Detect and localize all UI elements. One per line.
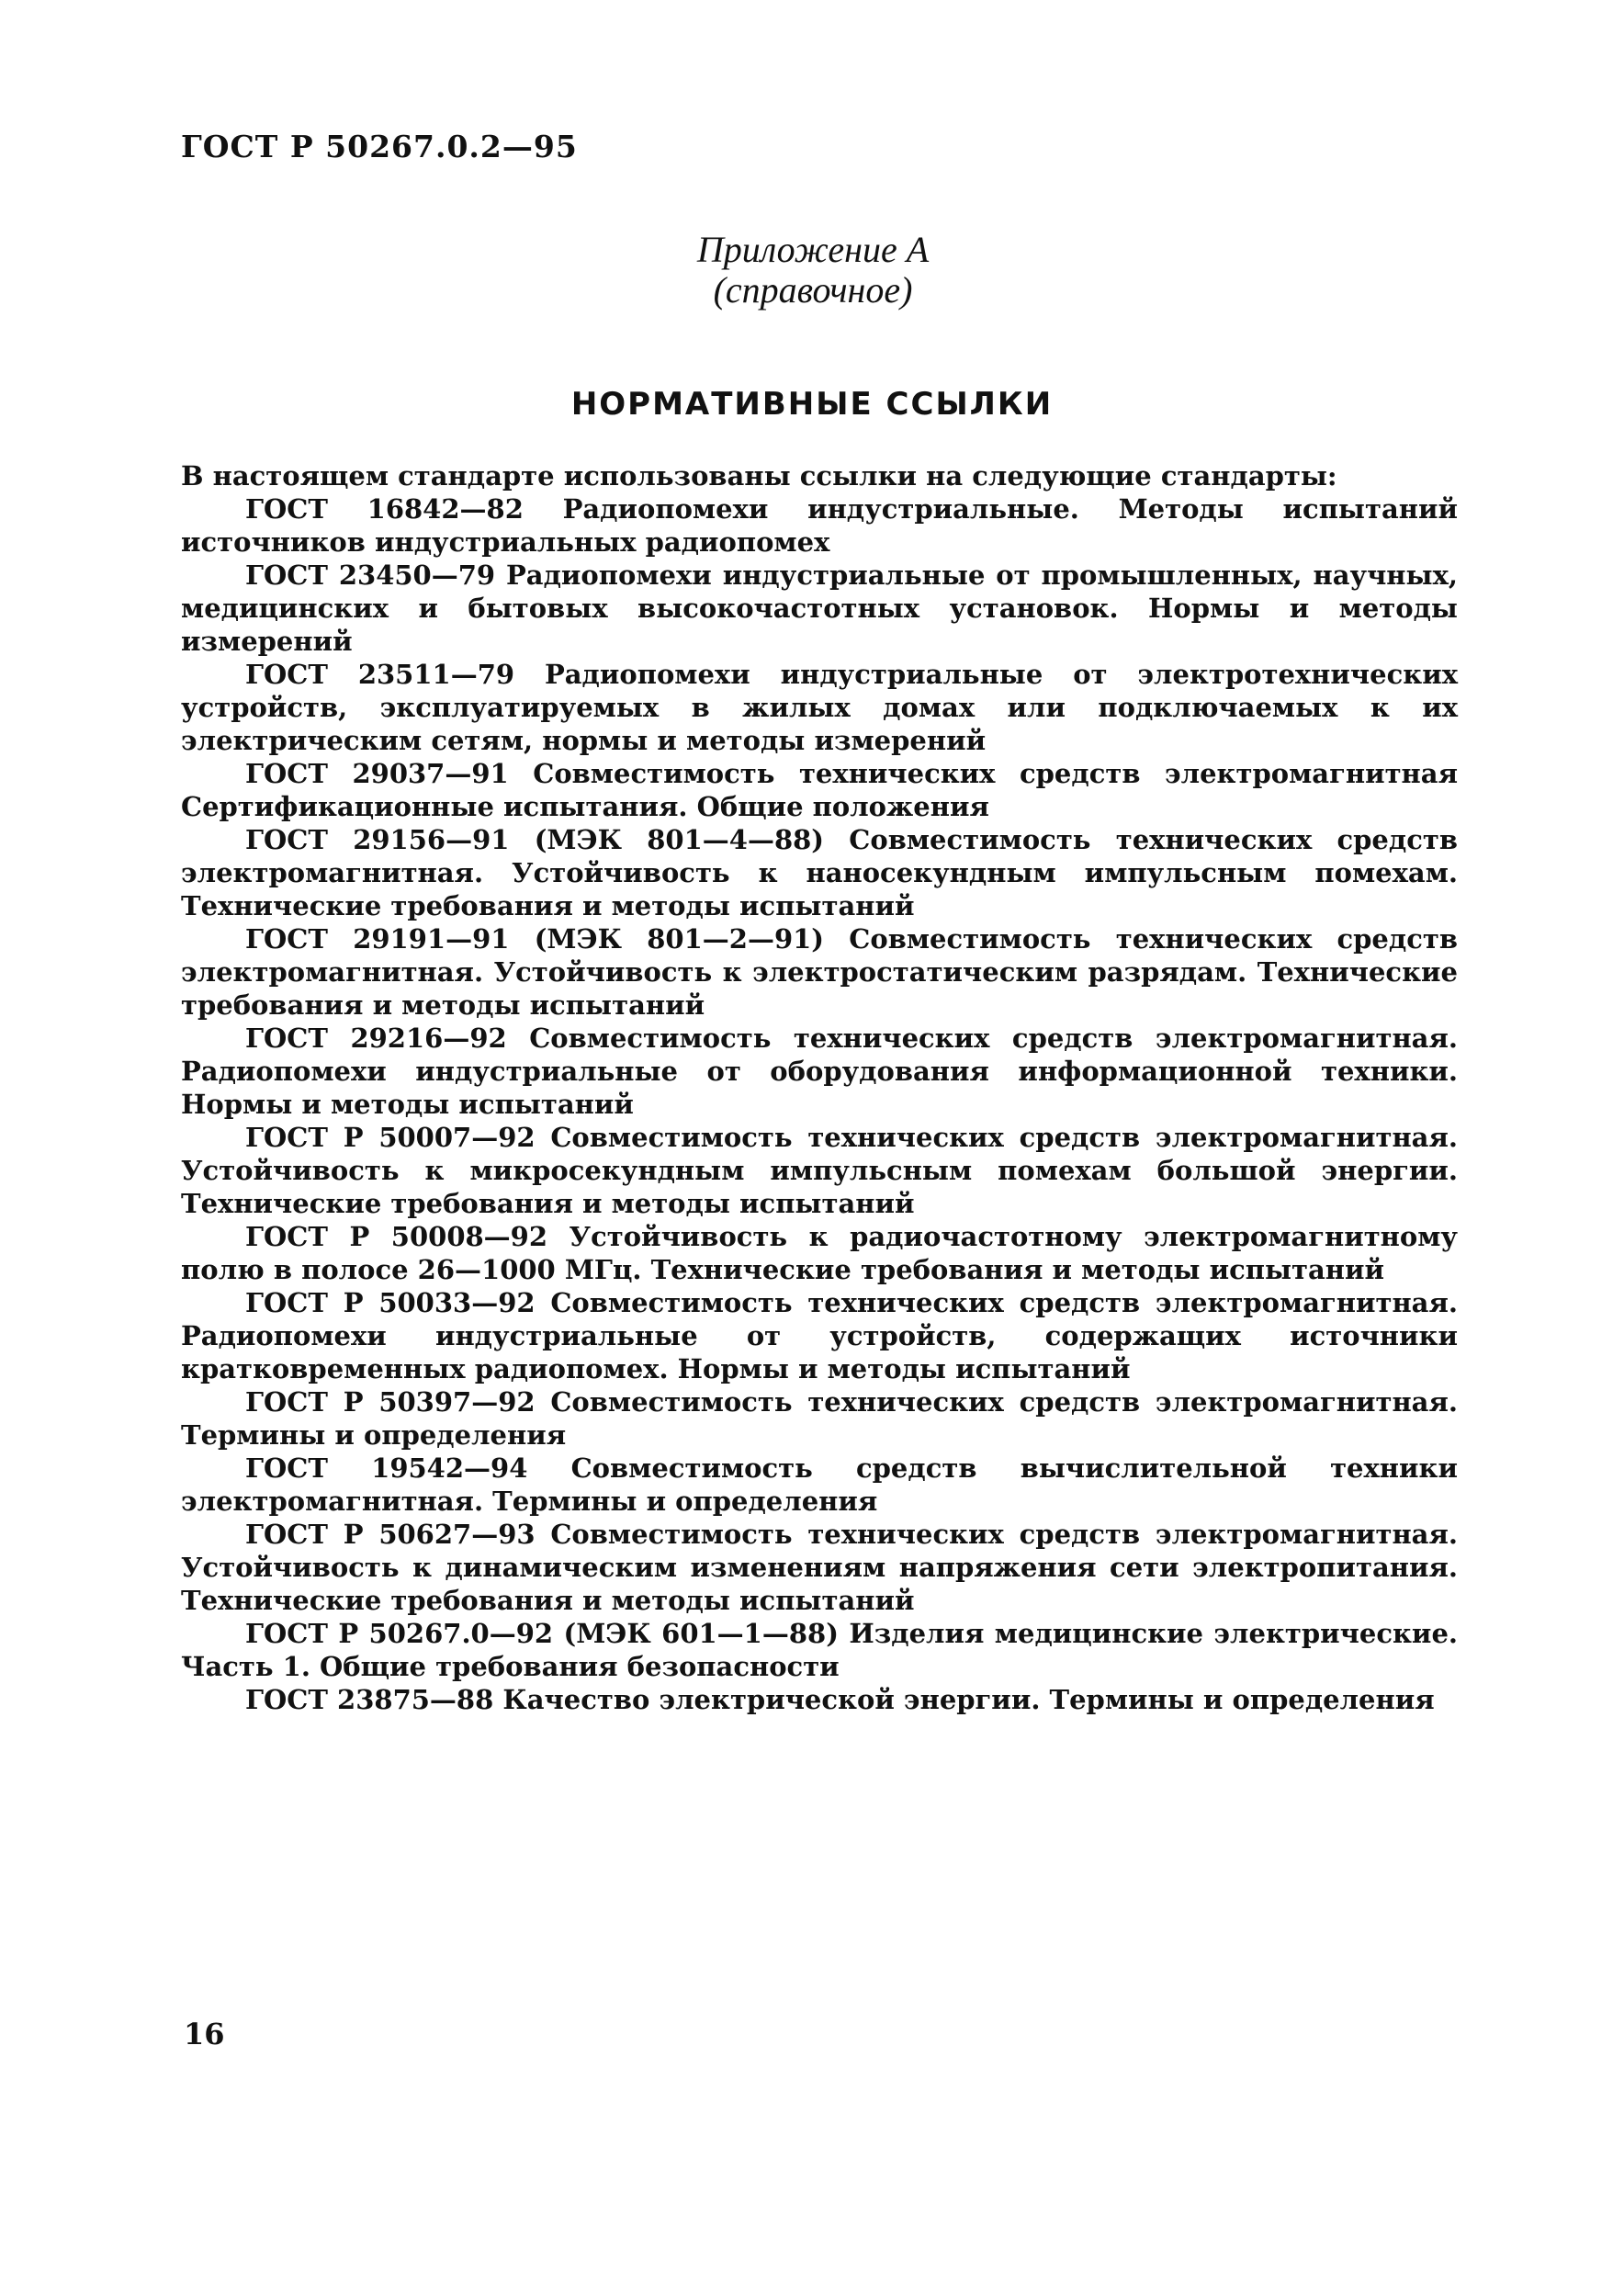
reference-item: ГОСТ 16842—82 Радиопомехи индустриальные. Методы испытаний источников индустриальных радиопомех bbox=[181, 493, 1458, 558]
document-code-header: ГОСТ Р 50267.0.2—95 bbox=[181, 129, 578, 164]
reference-item: ГОСТ 19542—94 Совместимость средств вычислительной техники электромагнитная. Термины и определения bbox=[181, 1452, 1458, 1517]
reference-item: ГОСТ 29156—91 (МЭК 801—4—88) Совместимость технических средств электромагнитная. Устойчивость к наносекундным импульсным помехам. Технические требования и методы испытаний bbox=[181, 824, 1458, 921]
page-number: 16 bbox=[184, 2017, 225, 2051]
reference-item: ГОСТ Р 50033—92 Совместимость технических средств электромагнитная. Радиопомехи индустриальные от устройств, содержащих источники кратковременных радиопомех. Нормы и методы испытаний bbox=[181, 1287, 1458, 1384]
reference-item: ГОСТ Р 50627—93 Совместимость технических средств электромагнитная. Устойчивость к динамическим изменениям напряжения сети электропитания. Технические требования и методы испытаний bbox=[181, 1519, 1458, 1616]
references-body bbox=[181, 459, 1458, 1716]
reference-item: ГОСТ 29037—91 Совместимость технических средств электромагнитная Сертификационные испытания. Общие положения bbox=[181, 758, 1458, 822]
section-title: НОРМАТИВНЫЕ ССЫЛКИ bbox=[570, 386, 1054, 423]
reference-item: ГОСТ Р 50008—92 Устойчивость к радиочастотному электромагнитному полю в полосе 26—1000 МГц. Технические требования и методы испытаний bbox=[181, 1221, 1458, 1285]
reference-item: ГОСТ Р 50007—92 Совместимость технических средств электромагнитная. Устойчивость к микросекундным импульсным помехам большой энергии. Технические требования и методы испытаний bbox=[181, 1122, 1458, 1219]
reference-item: ГОСТ 23450—79 Радиопомехи индустриальные от промышленных, научных, медицинских и бытовых высокочастотных установок. Нормы и методы измерений bbox=[181, 559, 1458, 657]
reference-item: ГОСТ 23511—79 Радиопомехи индустриальные от электротехнических устройств, эксплуатируемых в жилых домах или подключаемых к их электрическим сетям, нормы и методы измерений bbox=[181, 659, 1458, 756]
reference-item: ГОСТ 29191—91 (МЭК 801—2—91) Совместимость технических средств электромагнитная. Устойчивость к электростатическим разрядам. Технические требования и методы испытаний bbox=[181, 923, 1458, 1021]
intro-paragraph: В настоящем стандарте использованы ссылки на следующие стандарты: bbox=[181, 460, 1337, 492]
appendix-title: Приложение А bbox=[696, 229, 930, 270]
reference-item: ГОСТ Р 50397—92 Совместимость технических средств электромагнитная. Термины и определения bbox=[181, 1386, 1458, 1451]
reference-item: ГОСТ 23875—88 Качество электрической энергии. Термины и определения bbox=[245, 1684, 1435, 1715]
appendix-heading bbox=[661, 230, 964, 311]
reference-item: ГОСТ 29216—92 Совместимость технических средств электромагнитная. Радиопомехи индустриальные от оборудования информационной техники. Нормы и методы испытаний bbox=[181, 1023, 1458, 1120]
appendix-subtitle: (справочное) bbox=[713, 269, 913, 311]
reference-item: ГОСТ Р 50267.0—92 (МЭК 601—1—88) Изделия медицинские электрические. Часть 1. Общие требования безопасности bbox=[181, 1618, 1458, 1682]
